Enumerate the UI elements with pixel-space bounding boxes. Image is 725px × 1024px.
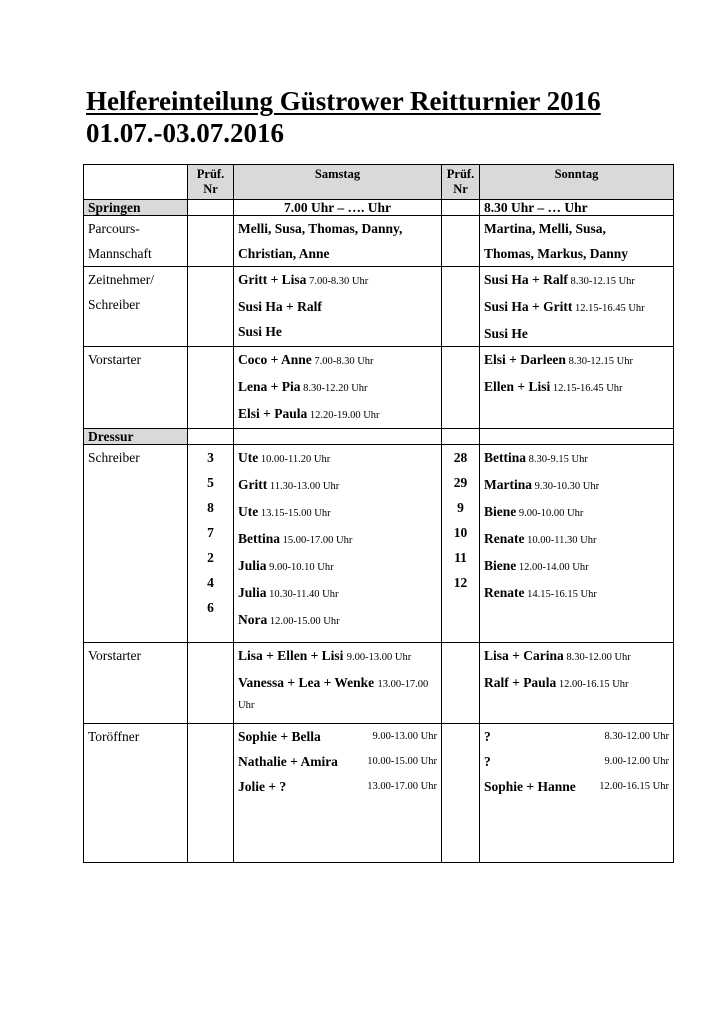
section-label-springen: Springen [84, 200, 188, 216]
helper-entry [484, 374, 669, 401]
helper-time: 10.00-15.00 Uhr [367, 756, 437, 767]
helper-entry [484, 321, 669, 346]
row-vorstarter-springen [84, 347, 674, 429]
pruefung-number: 12 [453, 575, 468, 590]
cell-sun [480, 267, 674, 347]
helper-entry [484, 472, 669, 499]
helper-names: Renate [484, 531, 525, 546]
row-label: Zeitnehmer/ Schreiber [84, 267, 188, 347]
helper-entry [238, 319, 437, 344]
helper-time: 12.00-16.15 Uhr [599, 781, 669, 792]
helper-names: Julia [238, 585, 267, 600]
helper-names: Ute [238, 450, 259, 465]
helper-entry [238, 401, 437, 428]
helper-names: Sophie + Bella [238, 729, 321, 744]
helper-time: 12.15-16.45 Uhr [550, 383, 623, 394]
helper-names: Ute [238, 504, 259, 519]
helper-names: Susi Ha + Ralf [238, 299, 322, 314]
helper-entry [238, 553, 437, 580]
helper-names: Lisa + Carina [484, 648, 564, 663]
cell-sat [234, 724, 442, 863]
cell-sat-nr [188, 445, 234, 643]
helper-time: 8.30-12.00 Uhr [563, 652, 631, 663]
pruefung-number: 7 [207, 525, 214, 540]
header-samstag: Samstag [234, 165, 442, 200]
helper-names: Martina [484, 477, 532, 492]
helper-time: 12.15-16.45 Uhr [572, 303, 645, 314]
helper-entry [238, 526, 437, 553]
helper-names: Ellen + Lisi [484, 379, 551, 394]
helper-names: Renate [484, 585, 525, 600]
helper-entry [484, 499, 669, 526]
helper-entry [484, 445, 669, 472]
helper-names: Nathalie + Amira [238, 754, 338, 769]
row-zeitnehmer [84, 267, 674, 347]
helper-entry [238, 724, 437, 749]
springen-time-sat: 7.00 Uhr – …. Uhr [234, 200, 442, 216]
helper-time: 15.00-17.00 Uhr [280, 535, 353, 546]
cell-sun: Martina, Melli, Susa, Thomas, Markus, Danny [480, 216, 674, 267]
helper-names: ? [484, 754, 491, 769]
helper-time: 13.15-15.00 Uhr [258, 508, 331, 519]
cell-sun [480, 643, 674, 724]
helper-names: Nora [238, 612, 268, 627]
cell-sun [480, 445, 674, 643]
pruefung-number: 2 [207, 550, 214, 565]
helper-time: 7.00-8.30 Uhr [306, 276, 369, 287]
row-toroeffner [84, 724, 674, 863]
helper-names: ? [484, 729, 491, 744]
helper-entry [238, 347, 437, 374]
helper-entry [238, 774, 437, 799]
pruefung-number: 3 [207, 450, 214, 465]
header-sonntag: Sonntag [480, 165, 674, 200]
pruefung-number: 5 [207, 475, 214, 490]
helper-entry [238, 267, 437, 294]
helper-entry [484, 294, 669, 321]
helper-names: Ralf + Paula [484, 675, 557, 690]
helper-entry [484, 526, 669, 553]
helper-time: 8.30-12.20 Uhr [300, 383, 368, 394]
pruefung-number: 28 [453, 450, 468, 465]
helper-time: 9.00-10.10 Uhr [266, 562, 334, 573]
helper-time: 8.30-9.15 Uhr [526, 454, 588, 465]
row-label: Parcours- Mannschaft [84, 216, 188, 267]
helper-time: 8.30-12.15 Uhr [565, 356, 634, 367]
cell-sun [480, 724, 674, 863]
pruefung-number: 10 [453, 525, 468, 540]
header-pruef-nr-2: Prüf. Nr [442, 165, 480, 200]
document-title [86, 86, 601, 149]
helper-names: Susi Ha + Gritt [484, 299, 573, 314]
row-vorstarter-dressur [84, 643, 674, 724]
row-label: Vorstarter [84, 347, 188, 429]
helper-time: 12.00-14.00 Uhr [516, 562, 589, 573]
helper-entry [238, 580, 437, 607]
title-line-1: Helfereinteilung Güstrower Reitturnier 2016 [86, 86, 601, 116]
helper-entry [238, 472, 437, 499]
helper-entry [484, 347, 669, 374]
helper-entry [484, 774, 669, 799]
header-pruef-nr-1: Prüf. Nr [188, 165, 234, 200]
row-label: Vorstarter [84, 643, 188, 724]
cell-sat [234, 267, 442, 347]
helper-time: 10.00-11.30 Uhr [524, 535, 597, 546]
helper-names: Susi He [238, 324, 282, 339]
helper-names: Elsi + Darleen [484, 352, 566, 367]
helper-time: 11.30-13.00 Uhr [267, 481, 340, 492]
helper-names: Susi Ha + Ralf [484, 272, 568, 287]
helper-names: Susi He [484, 326, 528, 341]
helper-entry [238, 374, 437, 401]
helper-time: 10.30-11.40 Uhr [266, 589, 339, 600]
helper-time: 9.00-10.00 Uhr [516, 508, 584, 519]
helper-entry [238, 499, 437, 526]
helper-time: 8.30-12.00 Uhr [604, 731, 669, 742]
pruefung-number: 29 [453, 475, 468, 490]
cell-sat: Lisa + Ellen + Lisi 9.00-13.00 Uhr Vanessa + Lea + Wenke 13.00-17.00 Uhr [234, 643, 442, 724]
springen-time-sun: 8.30 Uhr – … Uhr [480, 200, 674, 216]
helper-names: Bettina [238, 531, 280, 546]
pruefung-number: 9 [457, 500, 464, 515]
helper-time: 7.00-8.30 Uhr [311, 356, 374, 367]
helper-names: Elsi + Paula [238, 406, 308, 421]
pruefung-number: 6 [207, 600, 214, 615]
row-schreiber [84, 445, 674, 643]
helper-names: Sophie + Hanne [484, 779, 576, 794]
schedule-table [83, 164, 674, 863]
helper-entry [484, 553, 669, 580]
helper-entry [238, 445, 437, 472]
cell-sun [480, 347, 674, 429]
helper-entry [484, 749, 669, 774]
row-label: Toröffner [84, 724, 188, 863]
cell-sat: Melli, Susa, Thomas, Danny, Christian, Anne [234, 216, 442, 267]
helper-entry [238, 749, 437, 774]
helper-names: Julia [238, 558, 267, 573]
helper-names: Biene [484, 558, 517, 573]
helper-names: Jolie + ? [238, 779, 287, 794]
helper-entry [484, 267, 669, 294]
pruefung-number: 8 [207, 500, 214, 515]
helper-names: Gritt [238, 477, 268, 492]
helper-entry [484, 670, 669, 697]
helper-names: Gritt + Lisa [238, 272, 307, 287]
helper-names: Lena + Pia [238, 379, 301, 394]
section-dressur [84, 429, 674, 445]
helper-time: 9.00-13.00 Uhr [372, 731, 437, 742]
row-label: Schreiber [84, 445, 188, 643]
helper-names: Bettina [484, 450, 526, 465]
helper-time: 13.00-17.00 Uhr [367, 781, 437, 792]
pruefung-number: 11 [454, 550, 467, 565]
pruefung-number: 4 [207, 575, 214, 590]
helper-names: Coco + Anne [238, 352, 312, 367]
row-parcours [84, 216, 674, 267]
helper-entry [238, 294, 437, 319]
helper-time: 9.30-10.30 Uhr [532, 481, 600, 492]
helper-names: Biene [484, 504, 517, 519]
section-label-dressur: Dressur [84, 429, 188, 445]
helper-time: 9.00-12.00 Uhr [604, 756, 669, 767]
helper-entry [484, 580, 669, 607]
helper-time: 14.15-16.15 Uhr [524, 589, 597, 600]
helper-entry [238, 607, 437, 634]
cell-sat [234, 445, 442, 643]
cell-sat [234, 347, 442, 429]
helper-time: 8.30-12.15 Uhr [567, 276, 635, 287]
section-springen [84, 200, 674, 216]
helper-time: 12.00-15.00 Uhr [267, 616, 340, 627]
helper-entry [484, 643, 669, 670]
title-line-2: 01.07.-03.07.2016 [86, 118, 284, 148]
cell-sun-nr [442, 445, 480, 643]
header-row [84, 165, 674, 200]
helper-entry [484, 724, 669, 749]
helper-time: 12.20-19.00 Uhr [307, 410, 380, 421]
header-blank [84, 165, 188, 200]
helper-time: 12.00-16.15 Uhr [556, 679, 629, 690]
helper-time: 10.00-11.20 Uhr [258, 454, 331, 465]
